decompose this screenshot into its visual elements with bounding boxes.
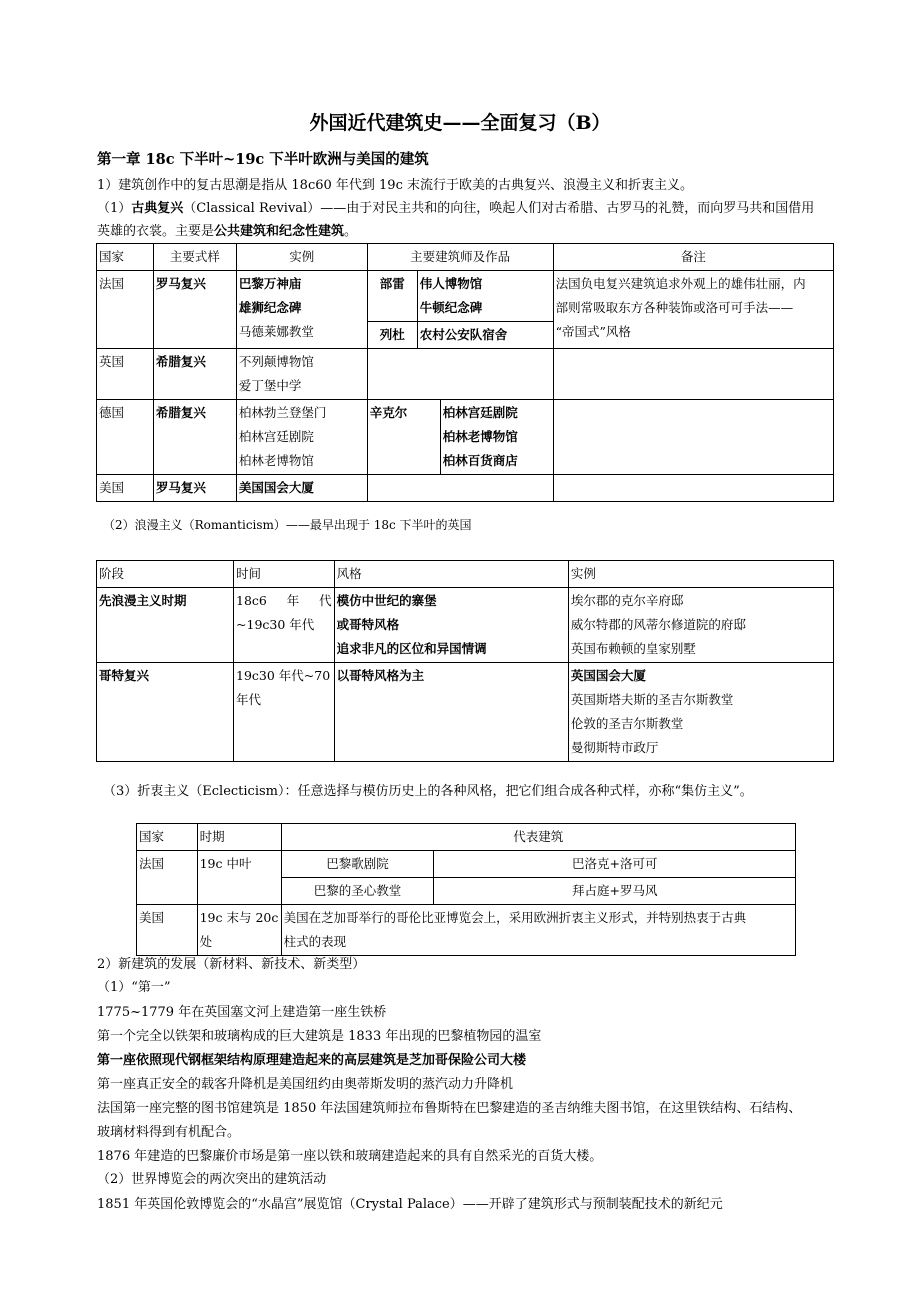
paragraph-6: 2）新建筑的发展（新材料、新技术、新类型） xyxy=(97,957,366,972)
examples-cell: 巴黎万神庙 雄狮纪念碑 马德莱娜教堂 xyxy=(236,271,367,349)
examples-cell: 埃尔郡的克尔辛府邸 威尔特郡的风蒂尔修道院的府邸 英国布赖顿的皇家别墅 xyxy=(568,588,833,663)
time-cell: 19c30 年代~70 年代 xyxy=(234,663,335,762)
table-row xyxy=(97,588,834,663)
notes-cell xyxy=(553,400,833,475)
header-style: 风格 xyxy=(334,561,568,588)
architect-cell xyxy=(367,475,553,502)
table-header-row xyxy=(137,824,796,851)
architect-cell: 辛克尔 柏林宫廷剧院 柏林老博物馆 柏林百货商店 xyxy=(367,400,553,475)
header-stage: 阶段 xyxy=(97,561,234,588)
description-cell: 美国在芝加哥举行的哥伦比亚博览会上，采用欧洲折衷主义形式，并特别热衷于古典 柱式的表现 xyxy=(281,905,795,956)
table-row xyxy=(137,905,796,956)
paragraph-2: （1）古典复兴（Classical Revival）——由于对民主共和的向往，唤起人们对古希腊、古罗马的礼赞，而向罗马共和国借用 xyxy=(97,201,815,216)
header-notes: 备注 xyxy=(553,244,833,271)
architect-cell xyxy=(367,349,553,400)
examples-cell: 美国国会大厦 xyxy=(236,475,367,502)
examples-cell: 英国国会大厦 英国斯塔夫斯的圣吉尔斯教堂 伦敦的圣吉尔斯教堂 曼彻斯特市政厅 xyxy=(568,663,833,762)
table-header-row xyxy=(97,561,834,588)
classical-revival-table xyxy=(96,243,834,502)
paragraph-9: 第一个完全以铁架和玻璃构成的巨大建筑是 1833 年出现的巴黎植物园的温室 xyxy=(97,1029,542,1044)
period-cell: 19c 中叶 xyxy=(197,851,281,905)
paragraph-12: 法国第一座完整的图书馆建筑是 1850 年法国建筑师拉布鲁斯特在巴黎建造的圣吉纳维夫图书馆，在这里铁结构、石结构、 xyxy=(97,1101,802,1116)
style-cell: 罗马复兴 xyxy=(153,475,236,502)
style-cell: 希腊复兴 xyxy=(153,400,236,475)
stage-cell: 先浪漫主义时期 xyxy=(97,588,234,663)
paragraph-3: 英雄的衣裳。主要是公共建筑和纪念性建筑。 xyxy=(97,224,358,239)
paragraph-5: （3）折衷主义（Eclecticism）：任意选择与模仿历史上的各种风格，把它们组合成各种式样，亦称“集仿主义”。 xyxy=(103,784,753,799)
notes-cell xyxy=(553,475,833,502)
paragraph-8: 1775~1779 年在英国塞文河上建造第一座生铁桥 xyxy=(97,1005,387,1020)
header-buildings: 代表建筑 xyxy=(281,824,795,851)
table-row xyxy=(97,400,834,475)
paragraph-4: （2）浪漫主义（Romanticism）——最早出现于 18c 下半叶的英国 xyxy=(103,518,472,532)
page-title: 外国近代建筑史——全面复习（B） xyxy=(309,112,611,134)
notes-cell xyxy=(553,349,833,400)
table-row xyxy=(137,851,796,878)
header-period: 时期 xyxy=(197,824,281,851)
style-cell: 罗马复兴 xyxy=(153,271,236,349)
country-cell: 美国 xyxy=(97,475,154,502)
works-cell: 伟人博物馆 牛顿纪念碑 xyxy=(417,271,553,322)
style-cell: 巴洛克+洛可可 xyxy=(434,851,796,878)
header-time: 时间 xyxy=(234,561,335,588)
paragraph-11: 第一座真正安全的载客升降机是美国纽约由奥蒂斯发明的蒸汽动力升降机 xyxy=(97,1077,514,1092)
country-cell: 英国 xyxy=(97,349,154,400)
header-style: 主要式样 xyxy=(153,244,236,271)
works-cell: 农村公安队宿舍 xyxy=(417,322,553,349)
table-row xyxy=(97,349,834,400)
country-cell: 德国 xyxy=(97,400,154,475)
architect-cell: 部雷 xyxy=(367,271,417,322)
paragraph-15: （2）世界博览会的两次突出的建筑活动 xyxy=(97,1172,327,1187)
time-cell: 18c6 年 代 ~19c30 年代 xyxy=(234,588,335,663)
examples-cell: 不列颠博物馆 爱丁堡中学 xyxy=(236,349,367,400)
style-cell: 希腊复兴 xyxy=(153,349,236,400)
stage-cell: 哥特复兴 xyxy=(97,663,234,762)
header-examples: 实例 xyxy=(236,244,367,271)
style-cell: 以哥特风格为主 xyxy=(334,663,568,762)
style-cell: 模仿中世纪的寨堡 或哥特风格 追求非凡的区位和异国情调 xyxy=(334,588,568,663)
country-cell: 法国 xyxy=(137,851,198,905)
paragraph-10: 第一座依照现代钢框架结构原理建造起来的高层建筑是芝加哥保险公司大楼 xyxy=(97,1053,527,1068)
architect-cell: 列杜 xyxy=(367,322,417,349)
chapter-heading: 第一章 18c 下半叶~19c 下半叶欧洲与美国的建筑 xyxy=(97,151,429,168)
table-row xyxy=(97,271,834,322)
style-cell: 拜占庭+罗马风 xyxy=(434,878,796,905)
examples-cell: 柏林勃兰登堡门 柏林宫廷剧院 柏林老博物馆 xyxy=(236,400,367,475)
romanticism-table xyxy=(96,560,834,762)
eclecticism-table xyxy=(136,823,796,956)
period-cell: 19c 末与 20c 处 xyxy=(197,905,281,956)
header-country: 国家 xyxy=(137,824,198,851)
paragraph-1: 1）建筑创作中的复古思潮是指从 18c60 年代到 19c 末流行于欧美的古典复兴、浪漫主义和折衷主义。 xyxy=(97,178,693,193)
header-architects: 主要建筑师及作品 xyxy=(367,244,553,271)
notes-cell: 法国负电复兴建筑追求外观上的雄伟壮丽，内 部则常吸取东方各种装饰或洛可可手法—— “帝国式”风格 xyxy=(553,271,833,349)
country-cell: 法国 xyxy=(97,271,154,349)
table-header-row xyxy=(97,244,834,271)
header-examples: 实例 xyxy=(568,561,833,588)
table-row xyxy=(97,475,834,502)
country-cell: 美国 xyxy=(137,905,198,956)
table-row xyxy=(97,663,834,762)
building-cell: 巴黎歌剧院 xyxy=(281,851,434,878)
paragraph-7: （1）“第一” xyxy=(97,980,171,995)
paragraph-16: 1851 年英国伦敦博览会的“水晶宫”展览馆（Crystal Palace）——开辟了建筑形式与预制装配技术的新纪元 xyxy=(97,1197,723,1212)
building-cell: 巴黎的圣心教堂 xyxy=(281,878,434,905)
header-country: 国家 xyxy=(97,244,154,271)
paragraph-13: 玻璃材料得到有机配合。 xyxy=(97,1125,241,1140)
paragraph-14: 1876 年建造的巴黎廉价市场是第一座以铁和玻璃建造起来的具有自然采光的百货大楼。 xyxy=(97,1149,603,1164)
